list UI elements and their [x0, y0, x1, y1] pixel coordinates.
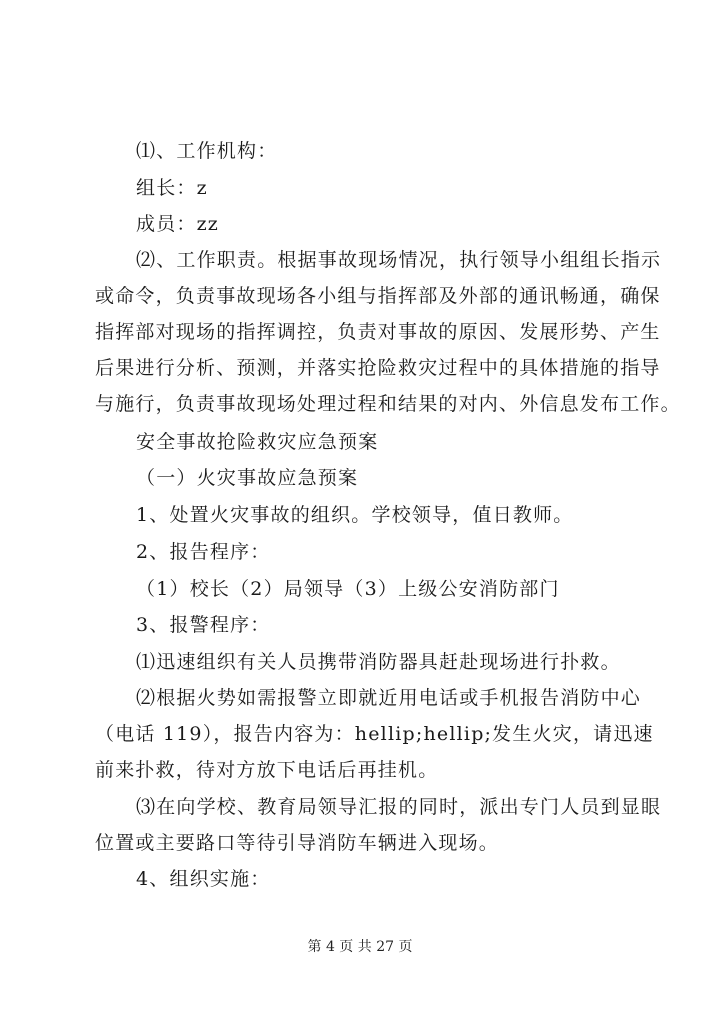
text-line-report-proc: 2、报告程序：	[136, 541, 271, 563]
text-line-duties-4: 后果进行分析、预测，并落实抢险救灾过程中的具体措施的指导	[95, 357, 661, 379]
text-line-alarm-3b: 位置或主要路口等待引导消防车辆进入现场。	[95, 832, 500, 854]
page-number-footer: 第 4 页 共 27 页	[307, 939, 413, 955]
text-line-alarm-2c: 前来扑救，待对方放下电话后再挂机。	[95, 759, 439, 781]
text-line-report-chain: （1）校长（2）局领导（3）上级公安消防部门	[136, 578, 560, 600]
text-line-duties-2: 或命令，负责事故现场各小组与指挥部及外部的通讯畅通，确保	[95, 285, 661, 307]
text-line-duties-3: 指挥部对现场的指挥调控，负责对事故的原因、发展形势、产生	[95, 321, 661, 343]
text-line-alarm-1: ⑴迅速组织有关人员携带消防器具赶赴现场进行扑救。	[136, 651, 621, 673]
text-line-duties-1: ⑵、工作职责。根据事故现场情况，执行领导小组组长指示	[136, 249, 662, 271]
text-line-duties-5: 与施行，负责事故现场处理过程和结果的对内、外信息发布工作。	[95, 393, 681, 415]
text-line-implement: 4、组织实施：	[136, 868, 271, 890]
text-line-fire-org: 1、处置火灾事故的组织。学校领导，值日教师。	[136, 504, 574, 526]
text-line-alarm-proc: 3、报警程序：	[136, 614, 271, 636]
subsection-heading: （一）火灾事故应急预案	[136, 467, 359, 489]
text-line-alarm-2a: ⑵根据火势如需报警立即就近用电话或手机报告消防中心	[136, 687, 642, 709]
text-line-work-org: ⑴、工作机构：	[136, 140, 278, 162]
section-heading: 安全事故抢险救灾应急预案	[136, 431, 379, 453]
text-line-members: 成员：zz	[136, 213, 220, 235]
text-line-alarm-2b: （电话 119），报告内容为：hellip;hellip;发生火灾，请迅速	[95, 723, 654, 745]
text-line-leader: 组长：z	[136, 177, 208, 199]
text-line-alarm-3a: ⑶在向学校、教育局领导汇报的同时，派出专门人员到显眼	[136, 796, 662, 818]
